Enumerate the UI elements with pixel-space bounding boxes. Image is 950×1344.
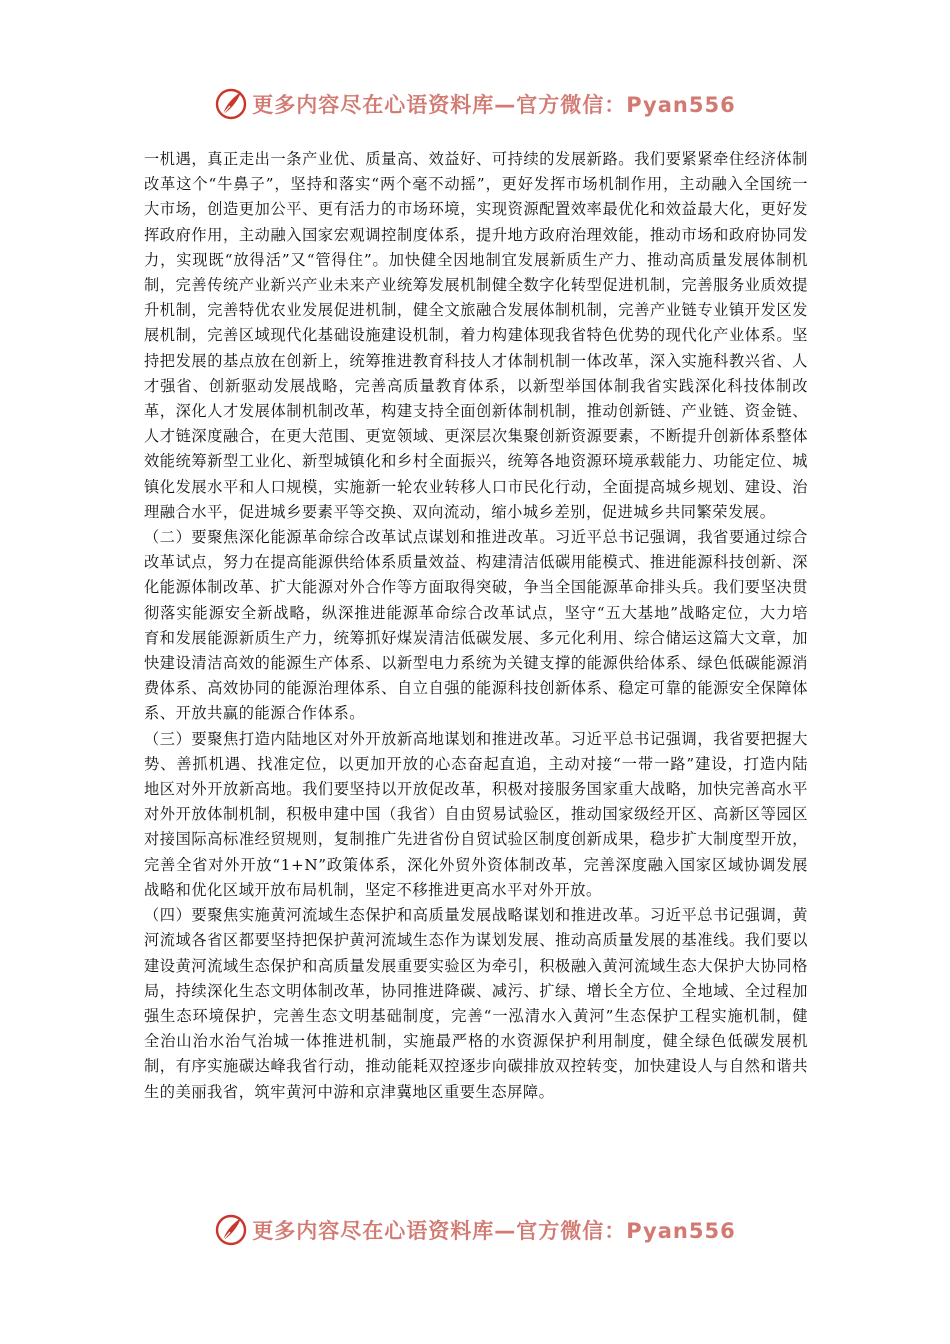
- quill-pen-logo-icon: [214, 1213, 248, 1247]
- banner-text: 更多内容尽在心语资料库—官方微信：Pyan556: [252, 93, 736, 117]
- header-banner: [0, 84, 950, 124]
- paragraph-4: （四）要聚焦实施黄河流域生态保护和高质量发展战略谋划和推进改革。习近平总书记强调，黄河流域各省区都要坚持把保护黄河流域生态作为谋划发展、推动高质量发展的基准线。我们要以建设黄河流域生态保护和高质量发展重要实验区为牵引，积极融入黄河流域生态大保护大协同格局，持续深化生态文明体制改革，协同推进降碳、减污、扩绿、增长全方位、全地域、全过程加强生态环境保护，完善生态文明基础制度，完善“一泓清水入黄河”生态保护工程实施机制，健全治山治水治气治城一体推进机制，实施最严格的水资源保护利用制度，健全绿色低碳发展机制，有序实施碳达峰我省行动，推动能耗双控逐步向碳排放双控转变，加快建设人与自然和谐共生的美丽我省，筑牢黄河中游和京津冀地区重要生态屏障。: [144, 906, 808, 1101]
- document-body: [144, 147, 808, 1105]
- paragraph-1: 一机遇，真正走出一条产业优、质量高、效益好、可持续的发展新路。我们要紧紧牵住经济体制改革这个“牛鼻子”，坚持和落实“两个毫不动摇”，更好发挥市场机制作用，主动融入全国统一大市场，创造更加公平、更有活力的市场环境，实现资源配置效率最优化和效益最大化，更好发挥政府作用，主动融入国家宏观调控制度体系，提升地方政府治理效能，推动市场和政府协同发力，实现既“放得活”又“管得住”。加快健全因地制宜发展新质生产力、推动高质量发展体制机制，完善传统产业新兴产业未来产业统筹发展机制健全数字化转型促进机制，完善服务业质效提升机制，完善特优农业发展促进机制，健全文旅融合发展体制机制，完善产业链专业镇开发区发展机制，完善区域现代化基础设施建设机制，着力构建体现我省特色优势的现代化产业体系。坚持把发展的基点放在创新上，统筹推进教育科技人才体制机制一体改革，深入实施科教兴省、人才强省、创新驱动发展战略，完善高质量教育体系，以新型举国体制我省实践深化科技体制改革，深化人才发展体制机制改革，构建支持全面创新体制机制，推动创新链、产业链、资金链、人才链深度融合，在更大范围、更宽领域、更深层次集聚创新资源要素，不断提升创新体系整体效能统筹新型工业化、新型城镇化和乡村全面振兴，统筹各地资源环境承载能力、功能定位、城镇化发展水平和人口规模，实施新一轮农业转移人口市民化行动，全面提高城乡规划、建设、治理融合水平，促进城乡要素平等交换、双向流动，缩小城乡差别，促进城乡共同繁荣发展。: [144, 150, 808, 521]
- quill-pen-logo-icon: [214, 87, 248, 121]
- footer-banner: [0, 1210, 950, 1250]
- banner-text: 更多内容尽在心语资料库—官方微信：Pyan556: [252, 1219, 736, 1243]
- paragraph-3: （三）要聚焦打造内陆地区对外开放新高地谋划和推进改革。习近平总书记强调，我省要把握大势、善抓机遇、找准定位，以更加开放的心态奋起直追，主动对接“一带一路”建设，打造内陆地区对外开放新高地。我们要坚持以开放促改革，积极对接服务国家重大战略，加快完善高水平对外开放体制机制，积极申建中国（我省）自由贸易试验区，推动国家级经开区、高新区等园区对接国际高标准经贸规则，复制推广先进省份自贸试验区制度创新成果，稳步扩大制度型开放，完善全省对外开放“1+N”政策体系，深化外贸外资体制改革，完善深度融入国家区域协调发展战略和优化区域开放布局机制，坚定不移推进更高水平对外开放。: [144, 729, 808, 899]
- paragraph-2: （二）要聚焦深化能源革命综合改革试点谋划和推进改革。习近平总书记强调，我省要通过综合改革试点，努力在提高能源供给体系质量效益、构建清洁低碳用能模式、推进能源科技创新、深化能源体制改革、扩大能源对外合作等方面取得突破，争当全国能源革命排头兵。我们要坚决贯彻落实能源安全新战略，纵深推进能源革命综合改革试点，坚守“五大基地”战略定位，大力培育和发展能源新质生产力，统筹抓好煤炭清洁低碳发展、多元化利用、综合储运这篇大文章，加快建设清洁高效的能源生产体系、以新型电力系统为关键支撑的能源供给体系、绿色低碳能源消费体系、高效协同的能源治理体系、自立自强的能源科技创新体系、稳定可靠的能源安全保障体系、开放共赢的能源合作体系。: [144, 528, 808, 723]
